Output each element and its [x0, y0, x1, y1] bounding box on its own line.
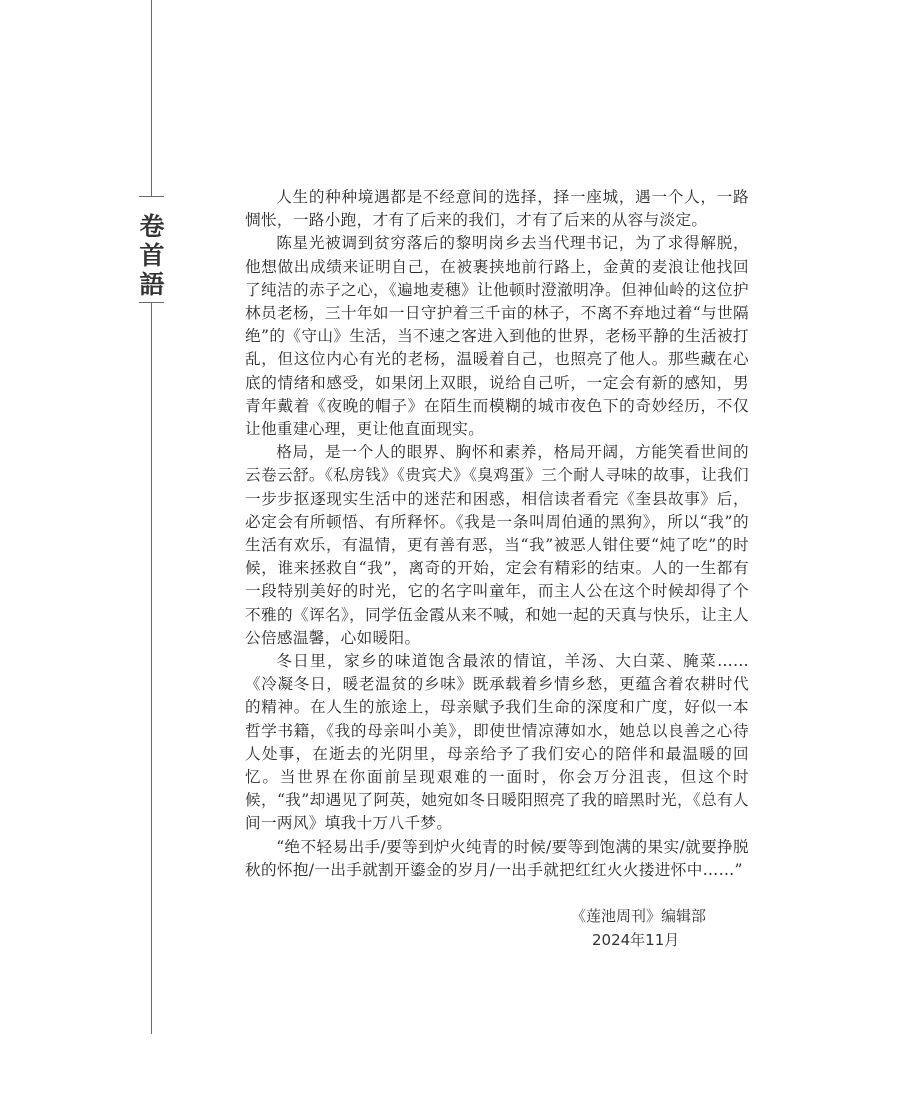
section-title-char: 語	[139, 270, 165, 299]
margin-rule-bottom	[151, 302, 152, 1034]
preface-body	[245, 186, 749, 882]
section-title	[136, 212, 168, 299]
paragraph: 人生的种种境遇都是不经意间的选择，择一座城，遇一个人，一路惆怅，一路小跑，才有了后来的我们，才有了后来的从容与淡定。	[245, 188, 749, 230]
section-title-char: 卷	[139, 212, 165, 241]
paragraph: 陈星光被调到贫穷落后的黎明岗乡去当代理书记，为了求得解脱，他想做出成绩来证明自己，在被裹挟地前行路上，金黄的麦浪让他找回了纯洁的赤子之心，《遍地麦穗》让他顿时澄澈明净。但神仙岭的这位护林员老杨，三十年如一日守护着三千亩的林子，不离不弃地过着“与世隔绝”的《守山》生活，当不速之客进入到他的世界，老杨平静的生活被打乱，但这位内心有光的老杨，温暖着自己，也照亮了他人。那些藏在心底的情绪和感受，如果闭上双眼，说给自己听，一定会有新的感知，男青年戴着《夜晚的帽子》在陌生而模糊的城市夜色下的奇妙经历，不仅让他重建心理，更让他直面现实。	[245, 234, 749, 439]
signature-date: 2024年11月	[592, 931, 680, 949]
paragraph: 格局，是一个人的眼界、胸怀和素养，格局开阔，方能笑看世间的云卷云舒。《私房钱》《贵宾犬》《臭鸡蛋》三个耐人寻味的故事，让我们一步步抠逐现实生活中的迷茫和困惑，相信读者看完《奎县故事》后，必定会有所顿悟、有所释怀。《我是一条叫周伯通的黑狗》，所以“我”的生活有欢乐，有温情，更有善有恶，当“我”被恶人钳住要“炖了吃”的时候，谁来拯救自“我”，离奇的开始，定会有精彩的结束。人的一生都有一段特别美好的时光，它的名字叫童年，而主人公在这个时候却得了个不雅的《诨名》，同学伍金霞从来不喊，和她一起的天真与快乐，让主人公倍感温馨，心如暖阳。	[245, 443, 749, 647]
title-tick-top	[139, 196, 164, 197]
margin-rule-top	[151, 0, 152, 196]
paragraph: 冬日里，家乡的味道饱含最浓的情谊，羊汤、大白菜、腌菜……《冷凝冬日，暖老温贫的乡味》既承载着乡情乡愁，更蕴含着农耕时代的精神。在人生的旅途上，母亲赋予我们生命的深度和广度，好似一本哲学书籍，《我的母亲叫小美》，即使世情凉薄如水，她总以良善之心待人处事，在逝去的光阴里，母亲给予了我们安心的陪伴和最温暖的回忆。当世界在你面前呈现艰难的一面时，你会万分沮丧，但这个时候，“我”却遇见了阿英，她宛如冬日暖阳照亮了我的暗黑时光，《总有人间一两风》填我十万八千梦。	[245, 652, 749, 833]
paragraph-poem-quote: “绝不轻易出手/要等到炉火纯青的时候/要等到饱满的果实/就要挣脱秋的怀抱/一出手就割开鎏金的岁月/一出手就把红红火火搂进怀中……”	[245, 837, 749, 879]
section-title-char: 首	[139, 241, 165, 270]
signature-org: 《莲池周刊》编辑部	[571, 907, 707, 925]
signature-block	[520, 904, 750, 952]
